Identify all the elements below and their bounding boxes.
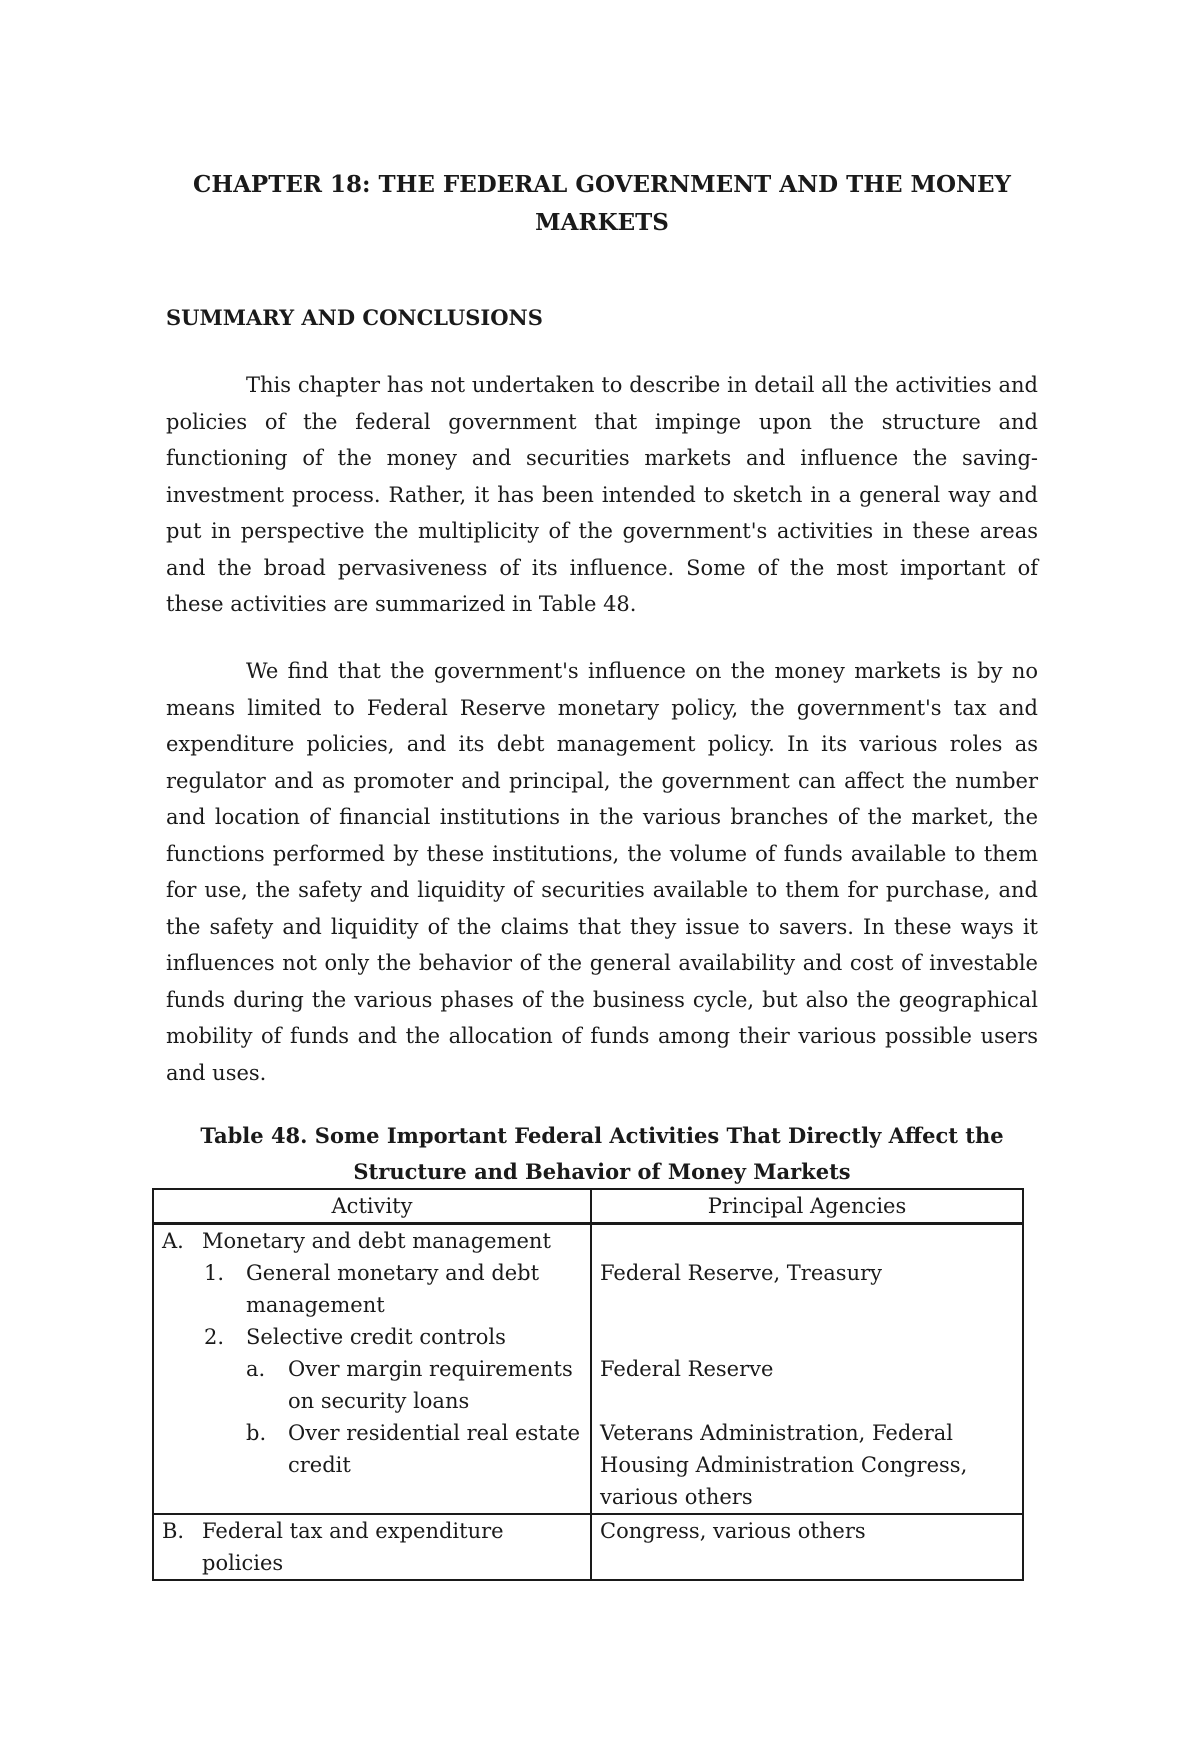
activity-a-2-b — [162, 1417, 582, 1481]
activity-cell-a — [153, 1224, 591, 1515]
activity-a-label: A. — [162, 1229, 184, 1253]
table-row — [153, 1224, 1023, 1515]
table-row — [153, 1514, 1023, 1580]
activity-b — [162, 1515, 582, 1579]
table-caption — [166, 1118, 1038, 1190]
activity-a-2-a-text: Over margin requirements on security loans — [288, 1357, 573, 1413]
header-principal-agencies: Principal Agencies — [591, 1189, 1023, 1224]
activity-a-2-a — [162, 1353, 582, 1417]
activity-cell-b — [153, 1514, 591, 1580]
table-caption-line-2: Structure and Behavior of Money Markets — [353, 1159, 851, 1184]
activity-b-label: B. — [162, 1519, 185, 1543]
activity-a-2-b-text: Over residential real estate credit — [288, 1421, 581, 1477]
table-caption-line-1: Table 48. Some Important Federal Activities That Directly Affect the — [200, 1123, 1004, 1148]
chapter-title-line-2: MARKETS — [535, 209, 669, 236]
activity-b-text: Federal tax and expenditure policies — [202, 1519, 504, 1575]
paragraph-1: This chapter has not undertaken to describe in detail all the activities and policies of the federal government that impinge upon the structure and functioning of the money and securities markets and influence the saving-investment process. Rather, it has been intended to sketch in a general way and put in perspective the multiplicity of the government's activities in these areas and the broad pervasiveness of its influence. Some of the most important of these activities are summarized in Table 48. — [166, 373, 1038, 616]
chapter-title — [166, 166, 1038, 242]
agency-a-2-a: Federal Reserve — [600, 1357, 774, 1381]
activity-a-1-label: 1. — [204, 1261, 225, 1285]
activity-a-2-label: 2. — [204, 1325, 225, 1349]
activity-a-2-a-label: a. — [246, 1357, 266, 1381]
section-heading: SUMMARY AND CONCLUSIONS — [166, 305, 543, 330]
paragraph-2: We find that the government's influence on the money markets is by no means limited to Federal Reserve monetary policy, the government's tax and expenditure policies, and its debt management policy. In its various roles as regulator and as promoter and principal, the government can affect the number and location of financial institutions in the various branches of the market, the functions performed by these institutions, the volume of funds available to them for use, the safety and liquidity of securities available to them for purchase, and the safety and liquidity of the claims that they issue to savers. In these ways it influences not only the behavior of the general availability and cost of investable funds during the various phases of the business cycle, but also the geographical mobility of funds and the allocation of funds among their various possible users and uses. — [166, 659, 1038, 1085]
chapter-title-line-1: CHAPTER 18: THE FEDERAL GOVERNMENT AND THE MONEY — [193, 171, 1011, 198]
agency-cell-a — [591, 1224, 1023, 1515]
header-activity: Activity — [153, 1189, 591, 1224]
activity-a — [162, 1225, 582, 1257]
activities-table — [152, 1188, 1024, 1581]
agency-a-1: Federal Reserve, Treasury — [600, 1261, 882, 1285]
activity-a-2 — [162, 1321, 582, 1353]
activity-a-1 — [162, 1257, 582, 1321]
agency-cell-b: Congress, various others — [591, 1514, 1023, 1580]
activity-a-1-text: General monetary and debt management — [246, 1261, 540, 1317]
activity-a-text: Monetary and debt management — [202, 1229, 551, 1253]
activity-a-2-text: Selective credit controls — [246, 1325, 506, 1349]
agency-a-2-b: Veterans Administration, Federal Housing Administration Congress, various others — [600, 1421, 968, 1509]
table-header-row — [153, 1189, 1023, 1224]
activity-a-2-b-label: b. — [246, 1421, 267, 1445]
